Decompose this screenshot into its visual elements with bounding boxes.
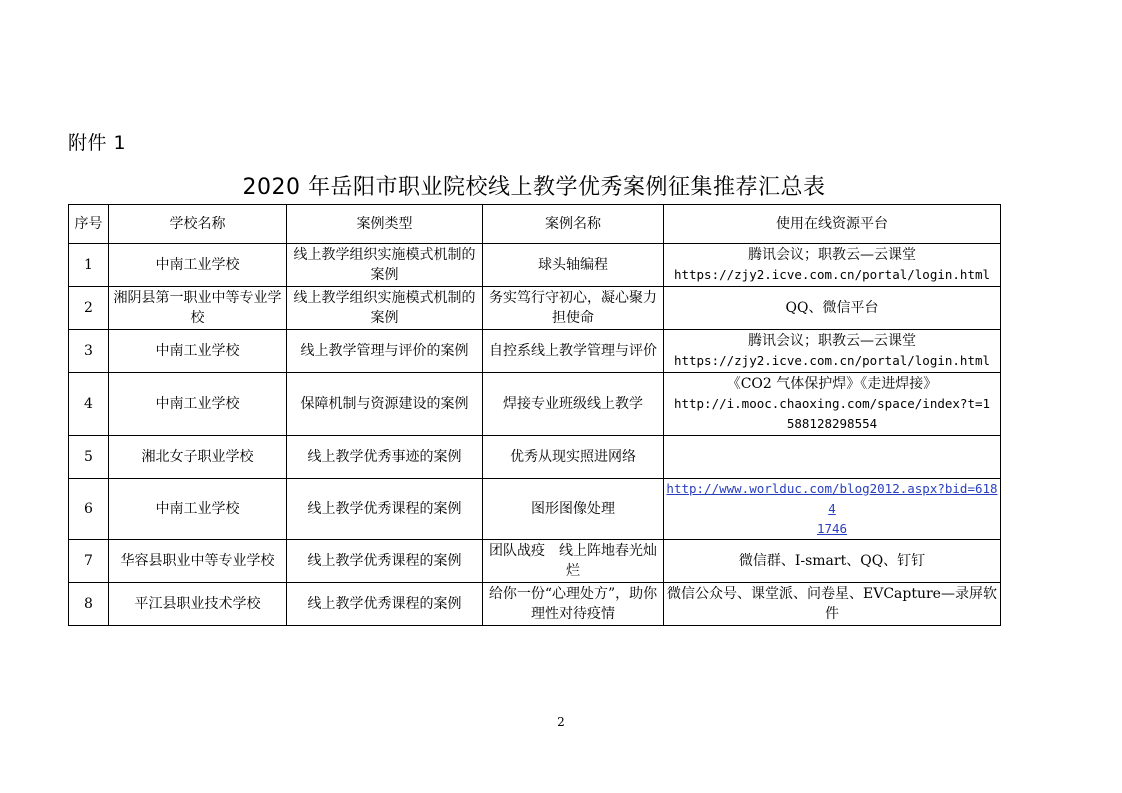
row-no: 8 (69, 583, 109, 626)
row-school: 湘北女子职业学校 (109, 436, 287, 479)
row-school: 湘阴县第一职业中等专业学校 (109, 287, 287, 330)
row-platform (664, 583, 1001, 626)
row-case-name: 给你一份“心理处方”，助你理性对待疫情 (483, 583, 664, 626)
platform-line: 腾讯会议；职教云—云课堂 (748, 247, 916, 263)
header-case-name: 案例名称 (483, 205, 664, 244)
header-type: 案例类型 (287, 205, 483, 244)
platform-link-continued[interactable]: 1746 (816, 521, 848, 536)
platform-url: http://i.mooc.chaoxing.com/space/index?t=1 (673, 396, 991, 411)
row-no: 7 (69, 540, 109, 583)
platform-url: https://zjy2.icve.com.cn/portal/login.html (673, 267, 991, 282)
row-type: 线上教学组织实施模式机制的案例 (287, 287, 483, 330)
platform-line: 腾讯会议；职教云—云课堂 (748, 333, 916, 349)
row-case-name: 优秀从现实照进网络 (483, 436, 664, 479)
attachment-label: 附件 1 (68, 132, 127, 154)
header-platform: 使用在线资源平台 (664, 205, 1001, 244)
row-case-name: 自控系线上教学管理与评价 (483, 330, 664, 373)
row-school: 中南工业学校 (109, 330, 287, 373)
row-type: 线上教学组织实施模式机制的案例 (287, 244, 483, 287)
row-type: 线上教学优秀课程的案例 (287, 540, 483, 583)
row-type: 线上教学优秀课程的案例 (287, 583, 483, 626)
row-case-name: 务实笃行守初心，凝心聚力担使命 (483, 287, 664, 330)
platform-link[interactable]: http://www.worlduc.com/blog2012.aspx?bid=6184 (666, 481, 998, 516)
row-platform (664, 244, 1001, 287)
row-no: 3 (69, 330, 109, 373)
row-platform (664, 436, 1001, 479)
row-type: 保障机制与资源建设的案例 (287, 373, 483, 436)
row-no: 4 (69, 373, 109, 436)
row-school: 华容县职业中等专业学校 (109, 540, 287, 583)
platform-url-continued: 588128298554 (786, 416, 878, 431)
table-header-row (69, 205, 1001, 244)
table-row (69, 583, 1001, 626)
table-row (69, 436, 1001, 479)
row-type: 线上教学优秀课程的案例 (287, 479, 483, 540)
header-no: 序号 (69, 205, 109, 244)
row-platform (664, 330, 1001, 373)
row-no: 5 (69, 436, 109, 479)
row-school: 平江县职业技术学校 (109, 583, 287, 626)
document-title: 2020 年岳阳市职业院校线上教学优秀案例征集推荐汇总表 (242, 175, 826, 200)
row-case-name: 团队战疫 线上阵地春光灿烂 (483, 540, 664, 583)
platform-line: 微信公众号、课堂派、问卷星、EVCapture—录屏软件 (667, 586, 997, 622)
platform-line: QQ、微信平台 (785, 300, 879, 316)
row-school: 中南工业学校 (109, 479, 287, 540)
platform-url: https://zjy2.icve.com.cn/portal/login.html (673, 353, 991, 368)
platform-line: 微信群、I-smart、QQ、钉钉 (738, 553, 926, 569)
row-case-name: 图形图像处理 (483, 479, 664, 540)
row-no: 1 (69, 244, 109, 287)
row-type: 线上教学优秀事迹的案例 (287, 436, 483, 479)
table-row (69, 479, 1001, 540)
row-school: 中南工业学校 (109, 373, 287, 436)
summary-table (68, 204, 1001, 626)
table-row (69, 540, 1001, 583)
row-no: 2 (69, 287, 109, 330)
table-row (69, 373, 1001, 436)
table-row (69, 330, 1001, 373)
row-platform (664, 373, 1001, 436)
row-platform (664, 287, 1001, 330)
table-row (69, 287, 1001, 330)
page-number: 2 (557, 715, 565, 729)
row-platform (664, 479, 1001, 540)
row-school: 中南工业学校 (109, 244, 287, 287)
row-type: 线上教学管理与评价的案例 (287, 330, 483, 373)
header-school: 学校名称 (109, 205, 287, 244)
table-row (69, 244, 1001, 287)
platform-line: 《CO2 气体保护焊》《走进焊接》 (726, 376, 938, 392)
row-platform (664, 540, 1001, 583)
row-case-name: 球头轴编程 (483, 244, 664, 287)
row-no: 6 (69, 479, 109, 540)
row-case-name: 焊接专业班级线上教学 (483, 373, 664, 436)
